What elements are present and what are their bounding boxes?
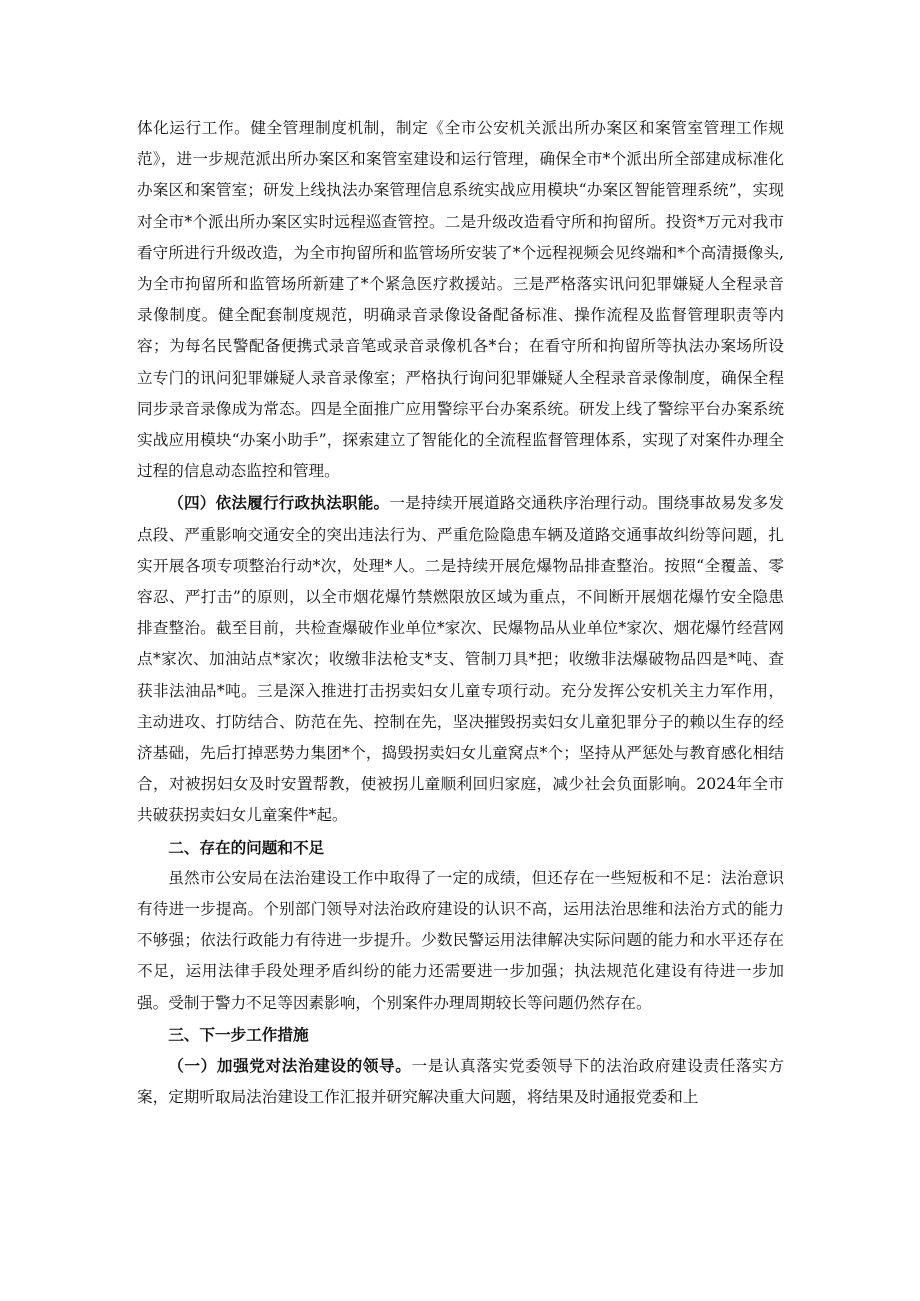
paragraph-administrative-enforcement — [137, 487, 784, 831]
section-heading-1: （一）加强党对法治建设的领导。 — [168, 1056, 412, 1076]
section-heading-4: （四）依法履行行政执法职能。 — [168, 493, 390, 513]
paragraph-party-leadership — [137, 1050, 784, 1113]
paragraph-text: 一是认真落实党委领导下的法治政府建设责任落实方案，定期听取局法治建设工作汇报并研究解决重大问题，将结果及时通报党委和上 — [137, 1057, 784, 1107]
section-heading-next-steps: 三、下一步工作措施 — [168, 1024, 309, 1044]
paragraph-text: 一是持续开展道路交通秩序治理行动。围绕事故易发多发点段、严重影响交通安全的突出违法行为、严重危险隐患车辆及道路交通事故纠纷等问题，扎实开展各项专项整治行动*次，处理*人。二是持续开展危爆物品排查整治。按照“全覆盖、零容忍、严打击”的原则，以全市烟花爆竹禁燃限放区域为重点，不间断开展烟花爆竹安全隐患排查整治。截至目前，共检查爆破作业单位*家次、民爆物品从业单位*家次、烟花爆竹经营网点*家次、加油站点*家次；收缴非法枪支*支、管制刀具*把；收缴非法爆破物品四是*吨、查获非法油品*吨。三是深入推进打击拐卖妇女儿童专项行动。充分发挥公安机关主力军作用，主动进攻、打防结合、防范在先、控制在先，坚决摧毁拐卖妇女儿童犯罪分子的赖以生存的经济基础，先后打掉恶势力集团*个，捣毁拐卖妇女儿童窝点*个；坚持从严惩处与教育感化相结合，对被拐妇女及时安置帮教，使被拐儿童顺利回归家庭，减少社会负面影响。2024年全市共破获拐卖妇女儿童案件*起。 — [137, 494, 784, 825]
document-body — [137, 113, 784, 1114]
paragraph-continuation: 体化运行工作。健全管理制度机制，制定《全市公安机关派出所办案区和案管室管理工作规范》，进一步规范派出所办案区和案管室建设和运行管理，确保全市*个派出所全部建成标准化办案区和案管室；研发上线执法办案管理信息系统实战应用模块“办案区智能管理系统”，实现对全市*个派出所办案区实时远程巡查管控。二是升级改造看守所和拘留所。投资*万元对我市看守所进行升级改造，为全市拘留所和监管场所安装了*个远程视频会见终端和*个高清摄像头,为全市拘留所和监管场所新建了*个紧急医疗救援站。三是严格落实讯问犯罪嫌疑人全程录音录像制度。健全配套制度规范，明确录音录像设备配备标准、操作流程及监督管理职责等内容；为每名民警配备便携式录音笔或录音录像机各*台；在看守所和拘留所等执法办案场所设立专门的讯问犯罪嫌疑人录音录像室；严格执行询问犯罪嫌疑人全程录音录像制度，确保全程同步录音录像成为常态。四是全面推广应用警综平台办案系统。研发上线了警综平台办案系统实战应用模块“办案小助手”，探索建立了智能化的全流程监督管理体系，实现了对案件办理全过程的信息动态监控和管理。 — [137, 119, 784, 481]
section-heading-problems: 二、存在的问题和不足 — [168, 837, 325, 857]
paragraph-problems: 虽然市公安局在法治建设工作中取得了一定的成绩，但还存在一些短板和不足：法治意识有待进一步提高。个别部门领导对法治政府建设的认识不高，运用法治思维和法治方式的能力不够强；依法行政能力有待进一步提升。少数民警运用法律解决实际问题的能力和水平还存在不足，运用法律手段处理矛盾纠纷的能力还需要进一步加强；执法规范化建设有待进一步加强。受制于警力不足等因素影响，个别案件办理周期较长等问题仍然存在。 — [137, 868, 784, 1012]
